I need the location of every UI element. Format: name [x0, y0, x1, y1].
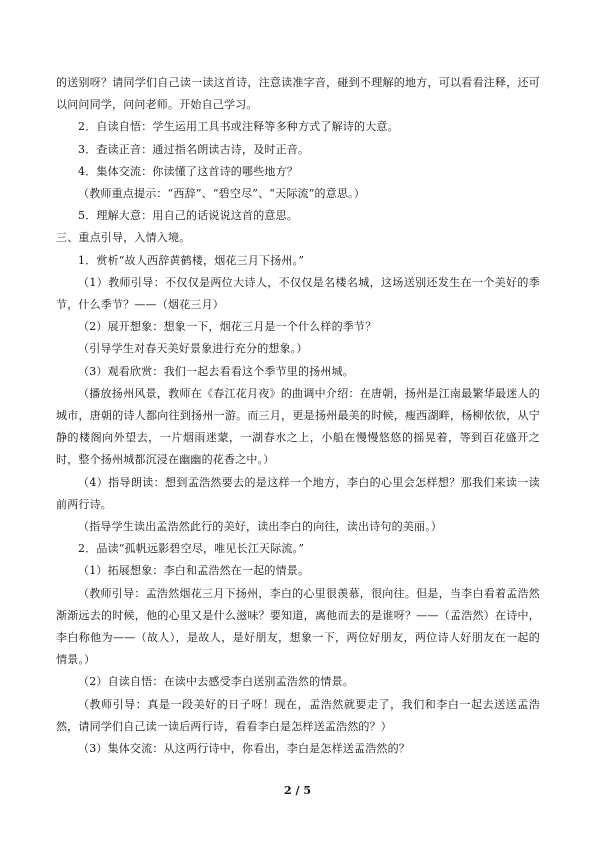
paragraph: （1）拓展想象：李白和孟浩然在一起的情景。	[78, 564, 310, 578]
paragraph: 的送别呀？请同学们自己读一读这首诗，注意读准字音，碰到不理解的地方，可以看看注释，还可以问问同学，问问老师。开始自己学习。	[56, 76, 540, 112]
paragraph: （4）指导朗读：想到孟浩然要去的是这样一个地方，李白的心里会怎样想？那我们来读一读前两行诗。	[56, 475, 540, 511]
paragraph: （3）观看欣赏：我们一起去看看这个季节里的扬州城。	[78, 364, 354, 378]
paragraph: （3）集体交流：从这两行诗中，你看出，李白是怎样送孟浩然的？	[78, 742, 410, 756]
paragraph: （2）自读自悟：在读中去感受李白送别孟浩然的情景。	[78, 675, 354, 689]
paragraph: 三、重点引导，入情入境。	[56, 231, 191, 245]
paragraph: （指导学生读出孟浩然此行的美好，读出李白的向往，读出诗句的美丽。）	[78, 520, 443, 534]
page-number: 2 / 5	[284, 784, 311, 797]
paragraph: 4．集体交流：你读懂了这首诗的哪些地方？	[78, 164, 298, 178]
paragraph: （播放扬州风景，教师在《春江花月夜》的曲调中介绍：在唐朝，扬州是江南最繁华最迷人的城市，唐朝的诗人都向往到扬州一游。而三月，更是扬州最美的时候，瘦西湖畔，杨柳依依，从宁静的楼阁向外望去，一片烟雨迷蒙，一湖春水之上，小船在慢慢悠悠的摇晃着，等到百花盛开之时，整个扬州城都沉浸在幽幽的花香之中。）	[56, 386, 540, 467]
paragraph: 3．查读正音：通过指名朗读古诗，及时正音。	[78, 142, 310, 156]
paragraph: 2．自读自悟：学生运用工具书或注释等多种方式了解诗的大意。	[78, 120, 399, 134]
paragraph: 2．品读“孤帆远影碧空尽，唯见长江天际流。”	[78, 542, 305, 556]
paragraph: （1）教师引导：不仅仅是两位大诗人，不仅仅是名楼名城，这场送别还发生在一个美好的季节，什么季节？——（烟花三月）	[56, 275, 540, 312]
paragraph: （教师引导：真是一段美好的日子呀！现在，孟浩然就要走了，我们和李白一起去送送孟浩然，请同学们自己读一读后两行诗，看看李白是怎样送孟浩然的？）	[56, 697, 540, 733]
paragraph: （引导学生对春天美好景象进行充分的想象。）	[78, 342, 308, 356]
document-body	[56, 72, 540, 760]
paragraph: 5．理解大意：用自己的话说说这首的意思。	[78, 209, 298, 223]
paragraph: （2）展开想象：想象一下，烟花三月是一个什么样的季节？	[78, 320, 377, 334]
paragraph: 1．赏析“故人西辞黄鹤楼，烟花三月下扬州。”	[78, 253, 305, 267]
paragraph: （教师引导：孟浩然烟花三月下扬州，李白的心里很羡慕，很向往。但是，当李白看着孟浩然渐渐远去的时候，他的心里又是什么滋味？要知道，离他而去的是谁呀？——（孟浩然）在诗中，李白称他为——（故人），是故人，是好朋友，想象一下，两位好朋友，两位诗人好朋友在一起的情景。）	[56, 586, 540, 667]
paragraph: （教师重点提示：“西辞”、“碧空尽”、“天际流”的意思。）	[78, 187, 366, 201]
